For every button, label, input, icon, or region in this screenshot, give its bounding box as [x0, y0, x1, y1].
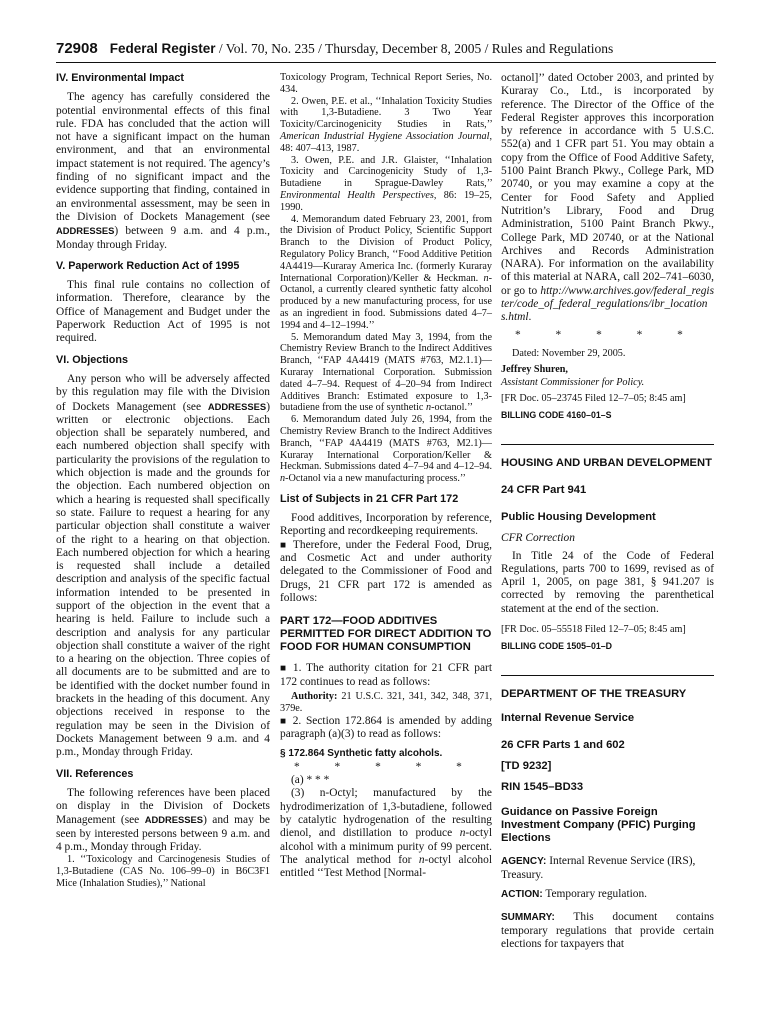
therefore-paragraph: ■ Therefore, under the Federal Food, Drug, and Cosmetic Act and under authority delegated to the Commissioner of Food and Drugs, 21 CFR part 172 is amended as follows:	[280, 538, 492, 604]
objections-paragraph: Any person who will be adversely affected by this regulation may file with the Division of Dockets Management (see ADDRESSES) written or electronic objections. Each objection shall be separately numbered, and each numbered objection shall specify with particularity the provisions of the regulation to which objection is made and the grounds for the objection. Each numbered objection on which a hearing is requested shall specifically so state. Failure to request a hearing for any particular objection shall constitute a waiver of the right to a hearing on that objection. Each numbered objection for which a hearing is requested shall include a detailed description and analysis of the specific factual information intended to be presented in support of the objection in the event that a hearing is held. Failure to include such a description and analysis for any particular objection shall constitute a waiver of the right to a hearing on the objection. Three copies of all documents are to be submitted and are to be identified with the docket number found in brackets in the heading of this document. Any objections received in response to the regulation may be seen in the Division of Dockets Management between 9 a.m. and 4 p.m., Monday through Friday.	[56, 372, 270, 759]
document-title: Public Housing Development	[501, 511, 656, 524]
references-paragraph: The following references have been placed on display in the Division of Dockets Management (see ADDRESSES) and may be seen by interested persons between 9 a.m. and 4 p.m., Monday through Friday.	[56, 786, 270, 854]
subjects-paragraph: Food additives, Incorporation by reference, Reporting and recordkeeping requirements.	[280, 512, 492, 538]
reference-item: 1. ‘‘Toxicology and Carcinogenesis Studies of 1,3-Butadiene (CAS No. 106–99–0) in B6C3F1 Mice (Inhalation Studies),’’ National	[56, 854, 270, 889]
agency-heading: HOUSING AND URBAN DEVELOPMENT	[501, 457, 712, 470]
omission-stars: * * * * *	[294, 760, 478, 773]
billing-code: BILLING CODE 4160–01–S	[501, 409, 612, 420]
subjects-heading: List of Subjects in 21 CFR Part 172	[280, 492, 459, 505]
cfr-part-heading: 26 CFR Parts 1 and 602	[501, 739, 625, 752]
amendment-bullet: ■	[280, 715, 288, 727]
paragraph-a: (a) * * *	[291, 774, 330, 787]
addresses-ref: ADDRESSES	[56, 225, 115, 237]
section-heading-references: VII. References	[56, 767, 134, 780]
section-heading-objections: VI. Objections	[56, 353, 128, 366]
issue-info: / Vol. 70, No. 235 / Thursday, December 8, 2005 / Rules and Regulations	[215, 41, 614, 56]
amendment-1: ■ 1. The authority citation for 21 CFR part 172 continues to read as follows:	[280, 662, 492, 688]
action-line: ACTION: Temporary regulation.	[501, 887, 648, 900]
amendment-2: ■ 2. Section 172.864 is amended by adding paragraph (a)(3) to read as follows:	[280, 714, 492, 741]
reference-item: 6. Memorandum dated July 26, 1994, from the Chemistry Review Branch to the Indirect Additives Branch, ‘‘FAP 4A4419 (MATS #763, M2.1)—Kuraray International Corporation/Keller & Heckman. Submissions dated 4–7–94 and 4–12–94. n-Octanol via a new manufacturing process.’’	[280, 414, 492, 485]
agency-line: AGENCY: Internal Revenue Service (IRS), Treasury.	[501, 855, 696, 881]
column-3	[501, 72, 714, 951]
summary-paragraph: SUMMARY: This document contains temporary regulations that provide certain elections for taxpayers that	[501, 911, 714, 950]
agency-heading: DEPARTMENT OF THE TREASURY	[501, 688, 687, 701]
part-heading: PART 172—FOOD ADDITIVES PERMITTED FOR DIRECT ADDITION TO FOOD FOR HUMAN CONSUMPTION	[280, 615, 492, 654]
nara-url-link[interactable]: http://www.archives.gov/federal_register/code_of_federal_regulations/ibr_locations.html	[501, 284, 714, 324]
reference-item: 3. Owen, P.E. and J.R. Glaister, ‘‘Inhalation Toxicity and Carcinogenicity Study of 1,3-Butadiene in Sprague-Dawley Rats,’’ Environmental Health Perspectives, 86: 19–25, 1990.	[280, 154, 492, 213]
publication-name: Federal Register	[109, 41, 216, 56]
fr-doc-line: [FR Doc. 05–23745 Filed 12–7–05; 8:45 am]	[501, 392, 686, 404]
running-header	[56, 40, 716, 63]
section-divider	[501, 675, 714, 676]
authority-citation: Authority: 21 U.S.C. 321, 341, 342, 348, 371, 379e.	[280, 690, 493, 714]
column-2	[280, 72, 492, 880]
column-1	[56, 72, 270, 890]
reference-item: Toxicology Program, Technical Report Series, No. 434.	[280, 72, 492, 95]
reference-item: 5. Memorandum dated May 3, 1994, from the Chemistry Review Branch to the Indirect Additives Branch, ‘‘FAP 4A4419 (MATS #763, M2.1.1)—Kuraray International Corporation. Submission dated 4–7–94. Request of 4–20–94 from Indirect Additives Branch: Estimated exposure to 1,3-butadiene from the use of synthetic n-octanol.’’	[280, 331, 492, 414]
section-divider	[501, 444, 714, 445]
incorporation-paragraph: octanol]’’ dated October 2003, and printed by Kuraray Co., Ltd., is incorporated by reference. The Director of the Office of the Federal Register approves this incorporation by reference in accordance with 5 U.S.C. 552(a) and 1 CFR part 51. You may obtain a copy from the Office of Food Additive Safety, 5100 Paint Branch Pkwy., College Park, MD 20740, or you may examine a copy at the Center for Food Safety and Applied Nutrition’s Library, Food and Drug Administration, 5100 Paint Branch Pkwy., College Park, MD 20740, or at the National Archives and Records Administration (NARA). For information on the availability of this material at NARA, call 202–741–6030, or go to http://www.archives.gov/federal_register/code_of_federal_regulations/ibr_locations.html.	[501, 72, 714, 324]
dated-line: Dated: November 29, 2005.	[512, 347, 626, 359]
document-title: Guidance on Passive Foreign Investment Company (PFIC) Purging Elections	[501, 806, 696, 845]
correction-label: CFR Correction	[501, 532, 575, 545]
rin-number: RIN 1545–BD33	[501, 781, 584, 794]
section-heading-paperwork: V. Paperwork Reduction Act of 1995	[56, 259, 240, 272]
addresses-ref: ADDRESSES	[144, 814, 204, 826]
addresses-ref: ADDRESSES	[207, 400, 267, 412]
correction-paragraph: In Title 24 of the Code of Federal Regulations, parts 700 to 1699, revised as of April 1, 2005, on page 381, § 941.207 is corrected by removing the parenthetical statement at the end of the section.	[501, 549, 714, 615]
amendment-bullet: ■	[280, 539, 289, 551]
td-number: [TD 9232]	[501, 760, 552, 773]
reference-item: 4. Memorandum dated February 23, 2001, from the Division of Product Policy, Scientific Support Branch to the Division of Product Policy, Regulatory Policy Branch, ‘‘Food Additive Petition 4A4419—Kuraray America Inc. (formerly Kuraray International Corporation)/Keller & Heckman. n-Octanol, a currently cleared synthetic fatty alcohol produced by a new manufacturing process, for use as an ingredient in food. Submissions dated 4–7–1994 and 4–12–1994.’’	[280, 213, 492, 331]
sub-agency-heading: Internal Revenue Service	[501, 712, 635, 725]
paragraph-a3: (3) n-Octyl; manufactured by the hydrodimerization of 1,3-butadiene, followed by catalytic hydrogenation of the resulting dienol, and distillation to produce n-octyl alcohol with a minimum purity of 99 percent. The analytical method for n-octyl alcohol entitled ‘‘Test Method [Normal-	[280, 787, 492, 880]
signer-title: Assistant Commissioner for Policy.	[501, 376, 645, 388]
environmental-paragraph: The agency has carefully considered the potential environmental effects of this final rule. FDA has concluded that the action will not have a significant impact on the human environment, and that an environmental impact statement is not required. The agency’s finding of no significant impact and the evidence supporting that finding, contained in an environmental assessment, may be seen in the Division of Dockets Management (see ADDRESSES) between 9 a.m. and 4 p.m., Monday through Friday.	[56, 91, 270, 251]
page-number: 72908	[56, 40, 98, 57]
omission-stars: * * * * *	[515, 328, 699, 341]
reference-item: 2. Owen, P.E. et al., ‘‘Inhalation Toxicity Studies with 1,3-Butadiene. 3 Two Year Toxicity/Carcinogenicity Studies in Rats,’’ American Industrial Hygiene Association Journal, 48: 407–413, 1987.	[280, 95, 492, 154]
signer-name: Jeffrey Shuren,	[501, 363, 568, 375]
section-heading-environmental: IV. Environmental Impact	[56, 72, 185, 84]
amendment-bullet: ■	[280, 663, 289, 675]
section-172-864-heading: § 172.864 Synthetic fatty alcohols.	[280, 748, 443, 760]
billing-code: BILLING CODE 1505–01–D	[501, 641, 612, 652]
cfr-part-heading: 24 CFR Part 941	[501, 484, 587, 497]
paperwork-paragraph: This final rule contains no collection of information. Therefore, clearance by the Office of Management and Budget under the Paperwork Reduction Act of 1995 is not required.	[56, 279, 270, 345]
fr-doc-line: [FR Doc. 05–55518 Filed 12–7–05; 8:45 am]	[501, 624, 686, 636]
